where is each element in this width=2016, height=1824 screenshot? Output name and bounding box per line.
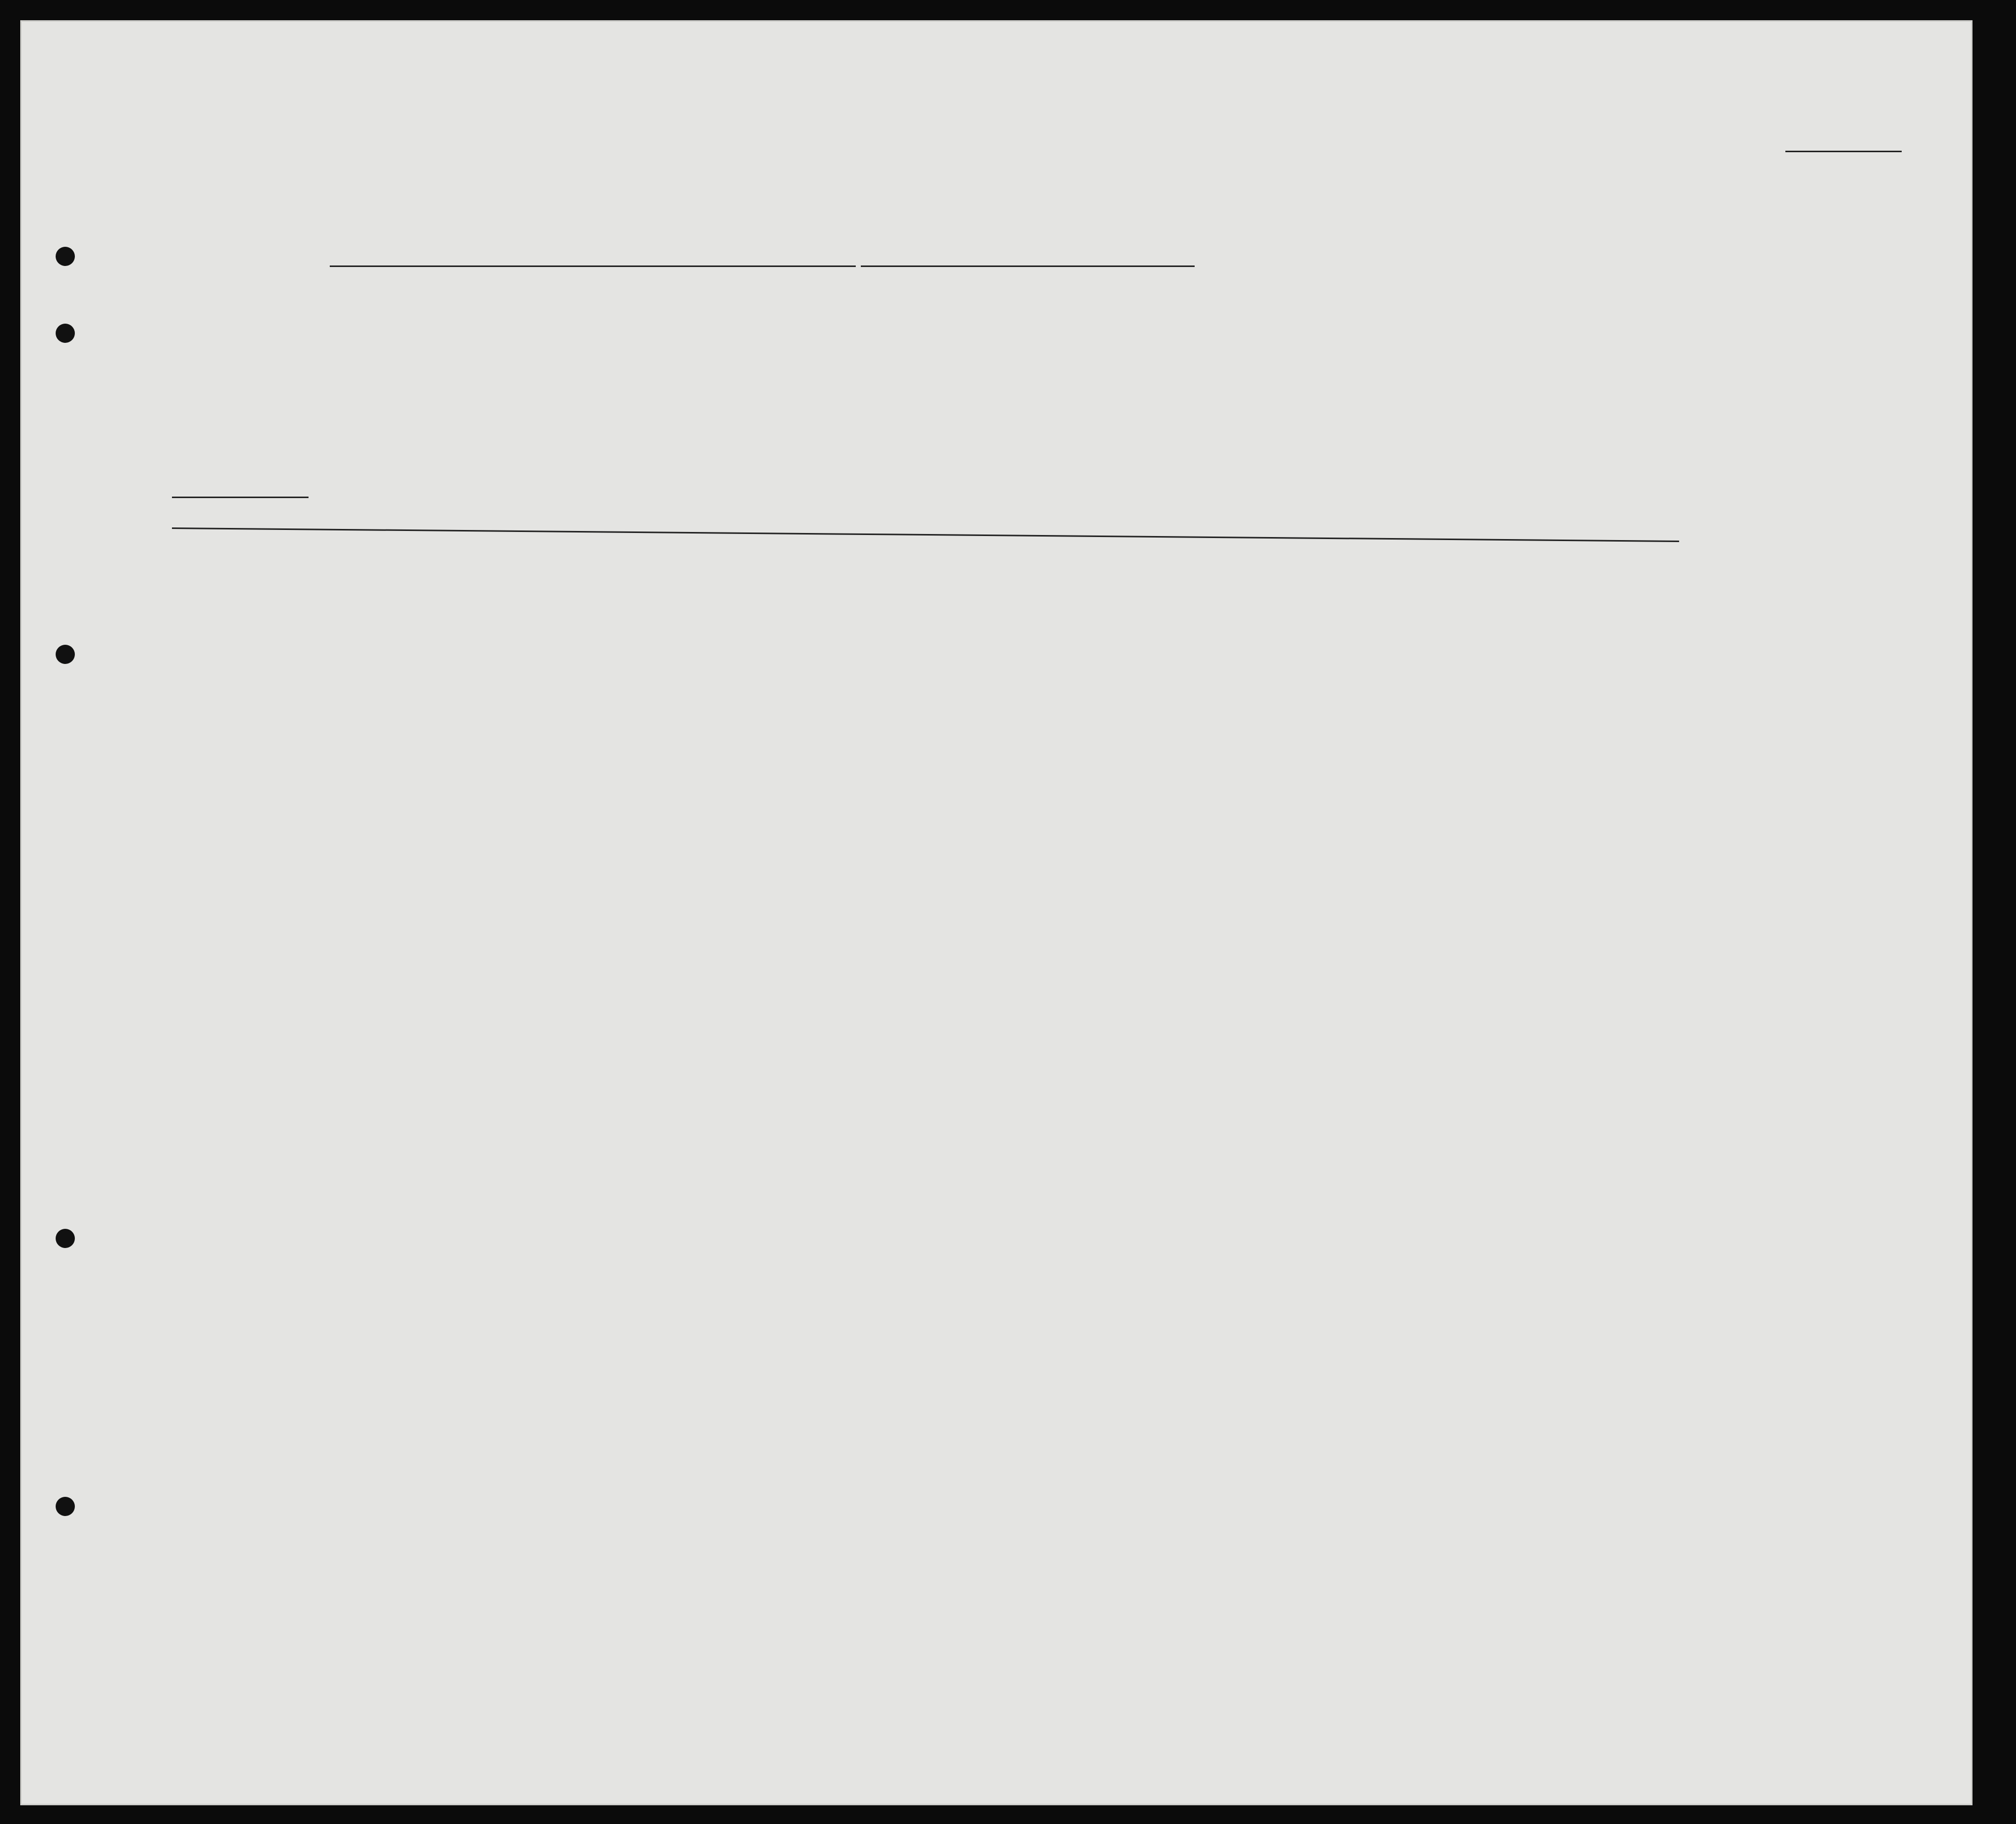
port-line	[330, 265, 856, 267]
binder-hole	[56, 1497, 75, 1516]
binder-hole	[56, 324, 75, 343]
binder-hole	[56, 645, 75, 664]
manifest-sheet	[20, 20, 1973, 1805]
list-number-line	[1785, 151, 1902, 152]
strike-through-line	[172, 497, 309, 498]
strike-through-line	[172, 527, 1679, 542]
date-line	[861, 265, 1195, 267]
binder-hole	[56, 1229, 75, 1248]
binder-hole	[56, 247, 75, 266]
